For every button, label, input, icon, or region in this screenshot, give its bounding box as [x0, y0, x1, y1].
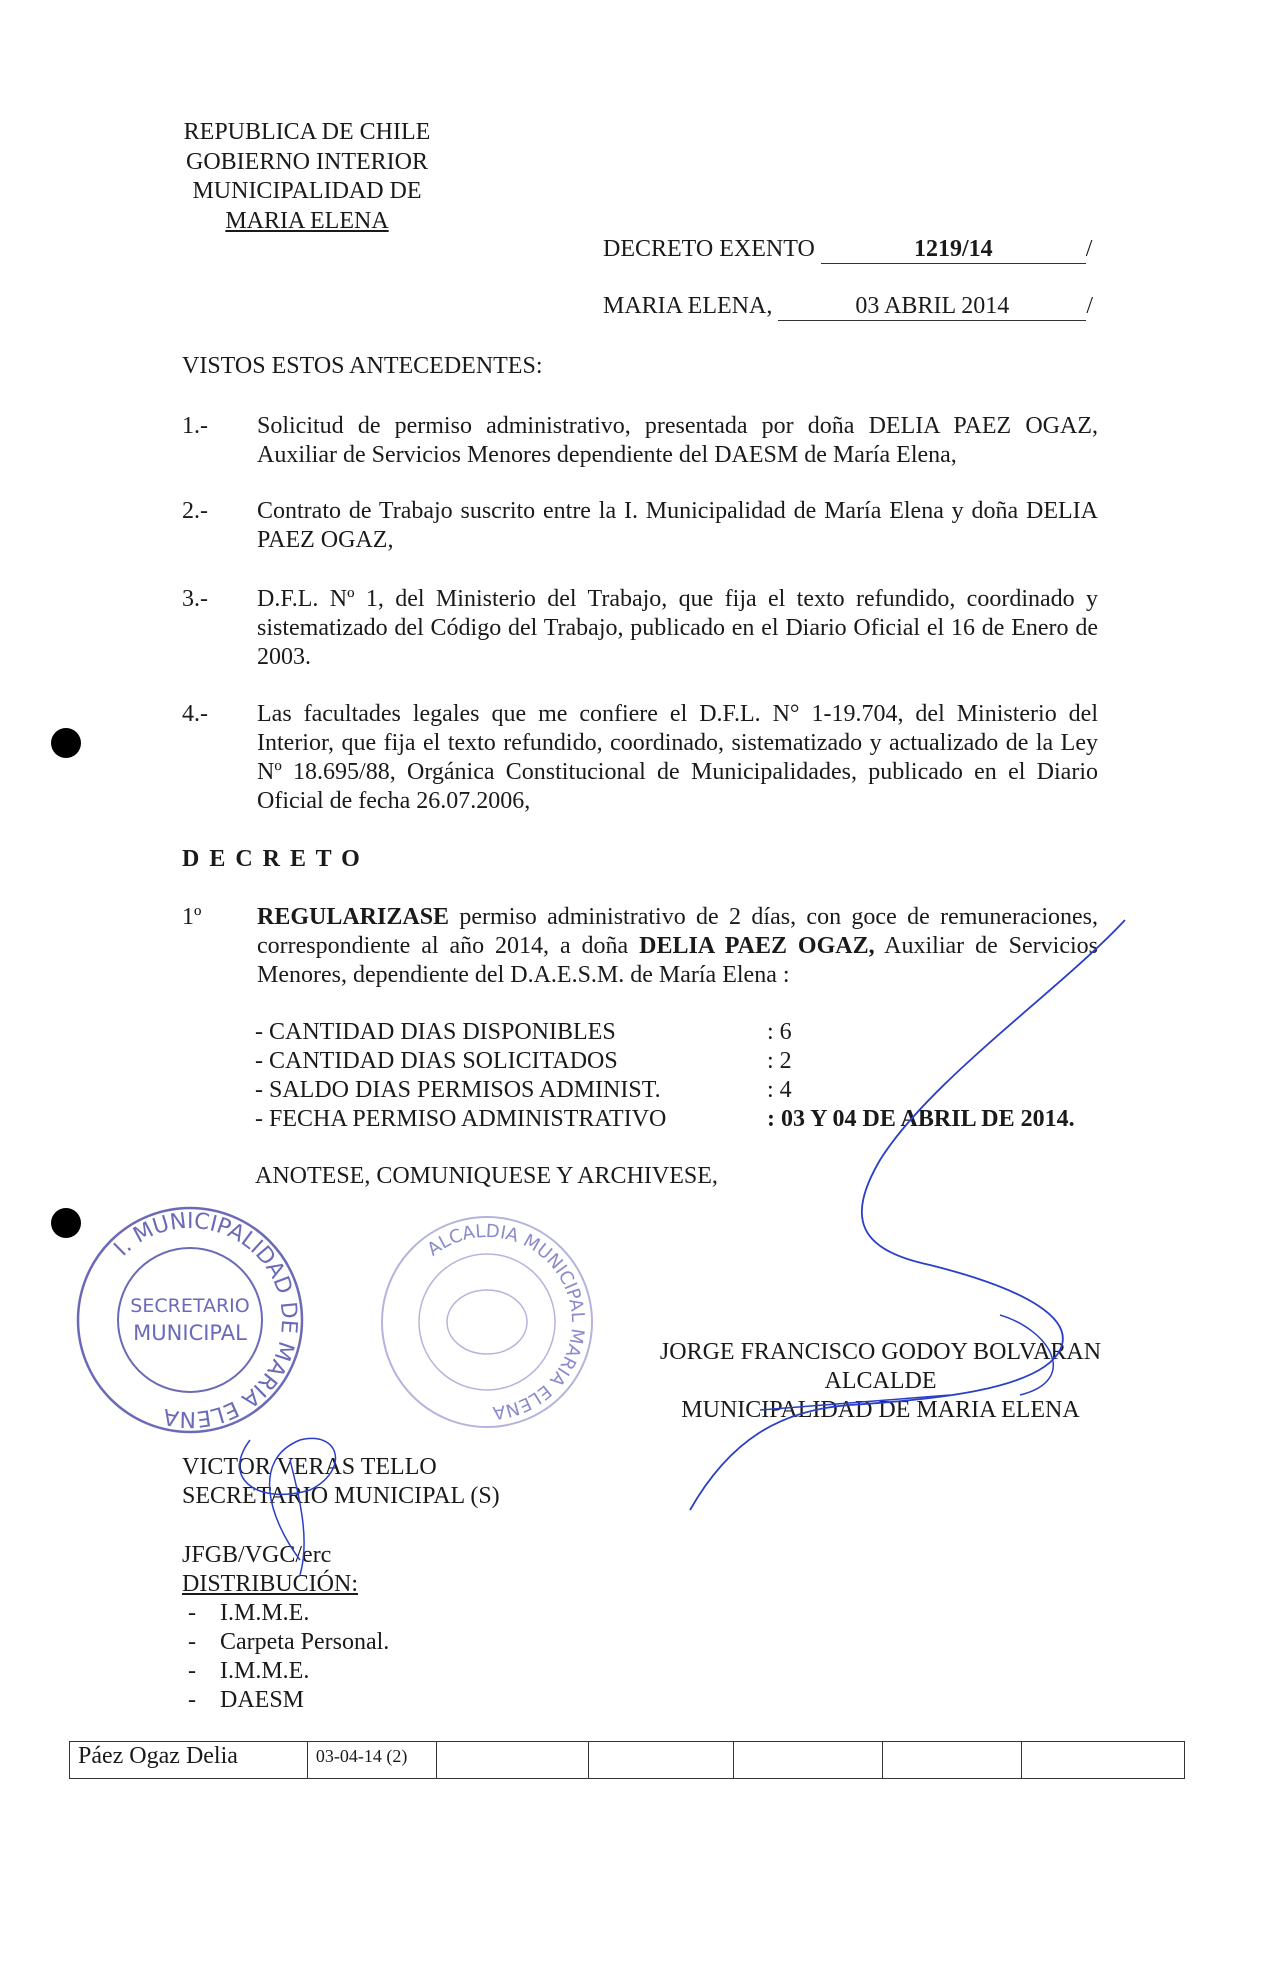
decree-number: 1219/14: [821, 236, 1086, 264]
summary-value: : 4: [767, 1077, 792, 1103]
distribution-title: DISTRIBUCIÓN:: [182, 1571, 359, 1597]
slash: /: [1085, 236, 1093, 262]
distribution-item: - Carpeta Personal.: [182, 1629, 390, 1655]
summary-value: : 03 Y 04 DE ABRIL DE 2014.: [767, 1106, 1075, 1132]
stamp-ring-text: ALCALDIA MUNICIPAL MARIA ELENA: [423, 1220, 589, 1423]
table-cell: [1022, 1742, 1185, 1779]
vistos-title: VISTOS ESTOS ANTECEDENTES:: [182, 353, 543, 379]
item-text: I.M.M.E.: [220, 1658, 310, 1684]
signer-name: JORGE FRANCISCO GODOY BOLVARAN: [659, 1339, 1102, 1365]
summary-row: [255, 1047, 1105, 1076]
item-text: I.M.M.E.: [220, 1600, 310, 1626]
text: permiso administrativo de 2 días, con goce de remuneraciones, correspondiente al año 2014, a doña: [257, 904, 1098, 959]
place-label: MARIA ELENA,: [603, 293, 773, 319]
signer-title: SECRETARIO MUNICIPAL (S): [182, 1483, 500, 1509]
distribution-item: - I.M.M.E.: [182, 1658, 310, 1684]
item-text: Solicitud de permiso administrativo, presentada por doña DELIA PAEZ OGAZ, Auxiliar de Servicios Menores dependiente del DAESM de María Elena,: [257, 413, 1098, 468]
bold-text: REGULARIZASE: [257, 904, 450, 930]
table-cell: [882, 1742, 1022, 1779]
item-text: Contrato de Trabajo suscrito entre la I. Municipalidad de María Elena y doña DELIA PAEZ OGAZ,: [257, 498, 1098, 553]
stamp-ring-text: I. MUNICIPALIDAD DE MARIA ELENA: [109, 1208, 302, 1432]
summary-label: - CANTIDAD DIAS DISPONIBLES: [255, 1019, 616, 1045]
summary-value: : 2: [767, 1048, 792, 1074]
item-number: 2.-: [182, 498, 208, 524]
permit-summary: [255, 1018, 1105, 1134]
antecedent-item: [182, 497, 1098, 555]
item-text: Carpeta Personal.: [220, 1629, 390, 1655]
letterhead-line: REPUBLICA DE CHILE: [183, 119, 431, 145]
footer-table: [69, 1741, 1185, 1779]
letterhead-line: MUNICIPALIDAD DE: [192, 178, 422, 204]
antecedent-item: [182, 412, 1098, 470]
distribution-block: [182, 1541, 1098, 1715]
punch-hole-icon: [51, 1208, 81, 1238]
item-number: 3.-: [182, 586, 208, 612]
initials: JFGB/VGC/erc: [182, 1542, 332, 1568]
summary-row: [255, 1105, 1105, 1134]
signer-name: VICTOR VERAS TELLO: [182, 1454, 437, 1480]
decreto-title: D E C R E T O: [182, 846, 362, 872]
item-text: D.F.L. Nº 1, del Ministerio del Trabajo, que fija el texto refundido, coordinado y sistematizado del Código del Trabajo, publicado en el Diario Oficial el 16 de Enero de 2003.: [257, 586, 1098, 670]
table-row: [70, 1742, 1185, 1779]
text: Auxiliar de Servicios Menores, dependiente del D.A.E.S.M. de María Elena :: [257, 933, 1098, 988]
item-number: 1º: [182, 904, 202, 930]
letterhead-line: GOBIERNO INTERIOR: [186, 148, 428, 175]
item-text: DAESM: [220, 1687, 305, 1713]
mayor-stamp: [380, 1215, 595, 1430]
table-cell: [734, 1742, 883, 1779]
distribution-item: - I.M.M.E.: [182, 1600, 310, 1626]
mayor-signature-block: [618, 1338, 1143, 1425]
stamp-text: MUNICIPAL: [133, 1321, 247, 1345]
document-body: [78, 352, 1102, 1779]
signer-org: MUNICIPALIDAD DE MARIA ELENA: [681, 1397, 1080, 1423]
stamp-text: SECRETARIO: [130, 1295, 250, 1317]
summary-label: - CANTIDAD DIAS SOLICITADOS: [255, 1048, 618, 1074]
summary-label: - SALDO DIAS PERMISOS ADMINIST.: [255, 1077, 661, 1103]
summary-label: - FECHA PERMISO ADMINISTRATIVO: [255, 1106, 667, 1132]
item-number: 1.-: [182, 413, 208, 439]
decree-label: DECRETO EXENTO: [603, 236, 815, 262]
decree-number-line: [603, 236, 1092, 264]
table-cell: [437, 1742, 589, 1779]
item-number: 4.-: [182, 701, 208, 727]
table-cell: Páez Ogaz Delia: [70, 1742, 308, 1779]
letterhead-line: MARIA ELENA: [225, 207, 389, 234]
item-text: [257, 903, 1098, 990]
secretary-signature-block: [182, 1453, 500, 1511]
secretary-stamp: [70, 1200, 310, 1440]
letterhead: [172, 118, 442, 236]
antecedent-item: [182, 700, 1098, 816]
decree-date-line: [603, 293, 1093, 321]
signer-title: ALCALDE: [824, 1368, 937, 1394]
resolution-item: [182, 903, 1098, 990]
summary-row: [255, 1076, 1105, 1105]
punch-hole-icon: [51, 728, 81, 758]
distribution-item: - DAESM: [182, 1687, 305, 1713]
coat-of-arms-icon: [447, 1290, 527, 1354]
bold-text: DELIA PAEZ OGAZ,: [639, 933, 875, 959]
closing-text: ANOTESE, COMUNIQUESE Y ARCHIVESE,: [255, 1163, 718, 1189]
summary-value: : 6: [767, 1019, 792, 1045]
summary-row: [255, 1018, 1105, 1047]
item-text: Las facultades legales que me confiere el D.F.L. N° 1-19.704, del Ministerio del Interior, que fija el texto refundido, coordinado, sistematizado y actualizado de la Ley Nº 18.695/88, Orgánica Constitucional de Municipalidades, publicado en el Diario Oficial de fecha 26.07.2006,: [257, 701, 1098, 814]
table-cell: [588, 1742, 734, 1779]
antecedent-item: [182, 585, 1098, 672]
decree-date: 03 ABRIL 2014: [778, 293, 1086, 321]
signature-area: [109, 1191, 1102, 1541]
slash: /: [1086, 293, 1093, 319]
table-cell: 03-04-14 (2): [307, 1742, 436, 1779]
